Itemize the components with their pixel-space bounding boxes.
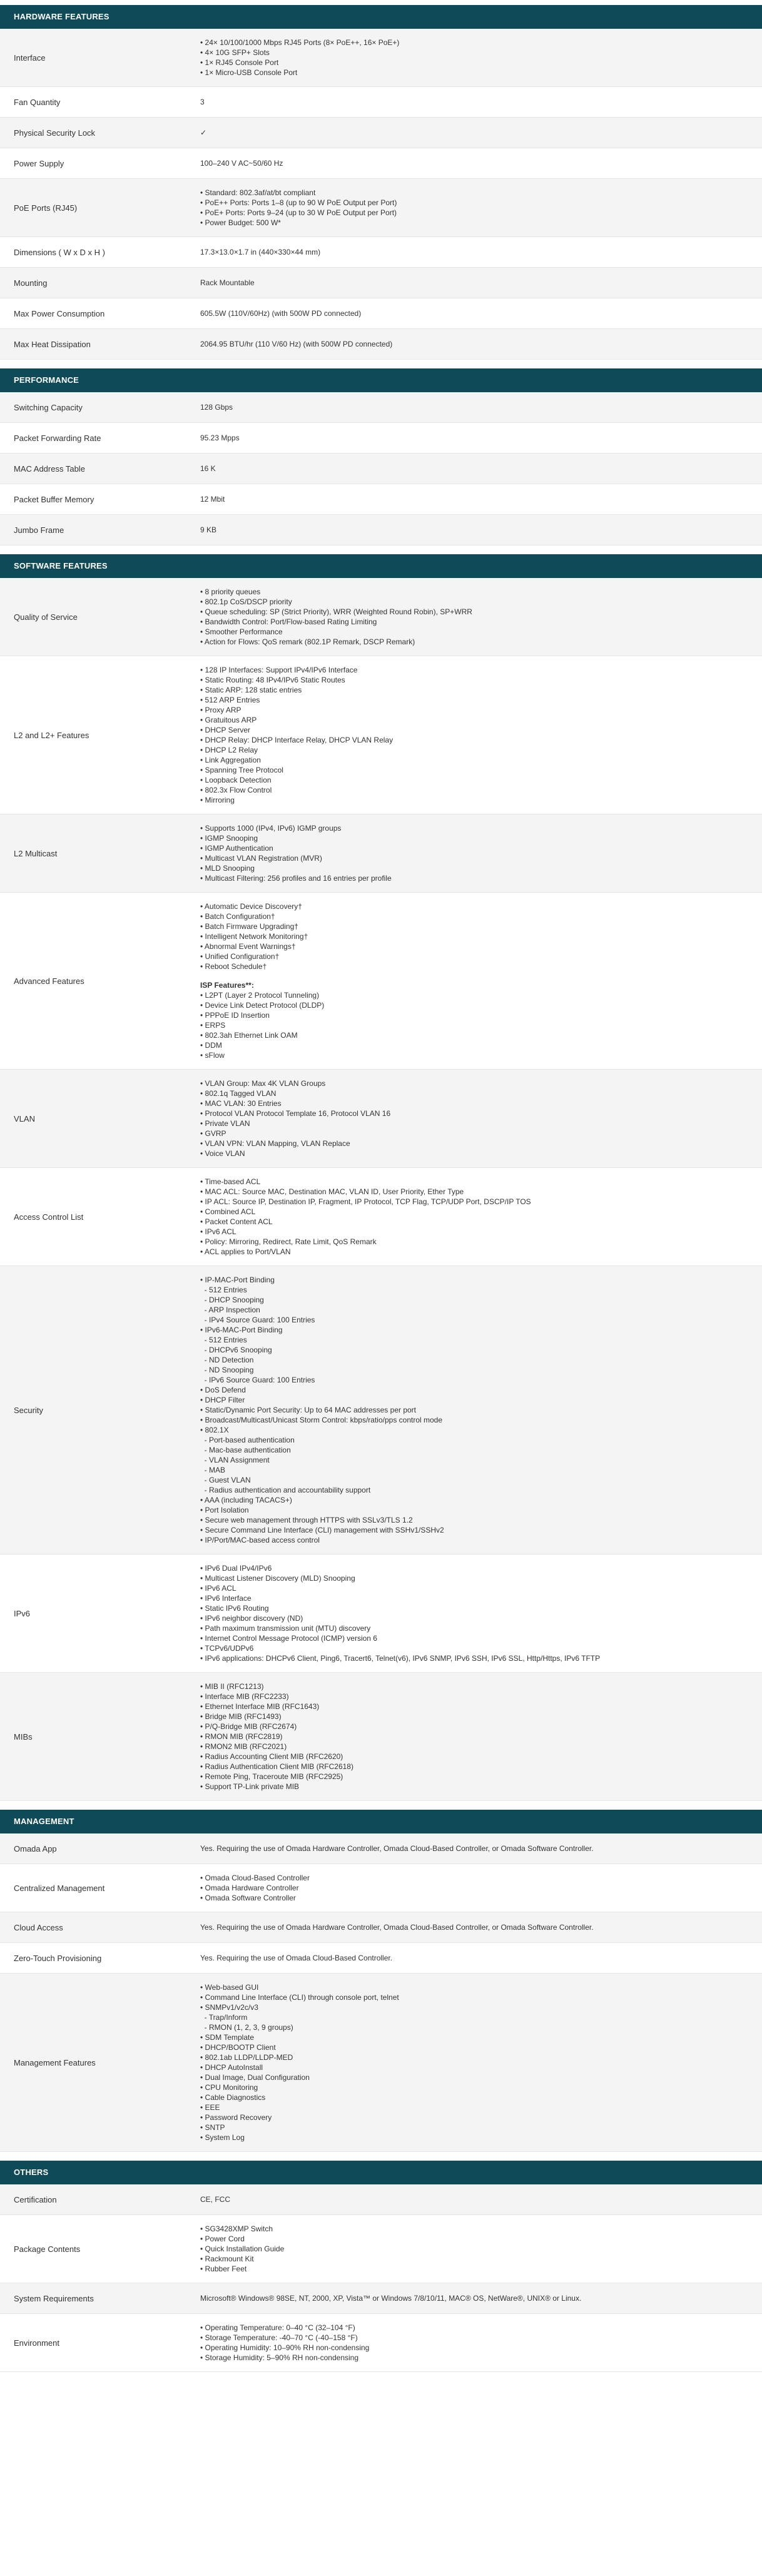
spec-value-line [200, 971, 748, 980]
spec-value-line: • IPv6 Interface [200, 1594, 251, 1603]
spec-value-line: • ACL applies to Port/VLAN [200, 1247, 291, 1256]
spec-value-line: Yes. Requiring the use of Omada Hardware Controller, Omada Cloud-Based Controller, or Omada Software Controller. [200, 1923, 594, 1932]
spec-label: Mounting [14, 278, 48, 288]
spec-section [0, 5, 762, 360]
spec-value [188, 179, 762, 236]
spec-value-line: - IPv6 Source Guard: 100 Entries [200, 1376, 315, 1384]
spec-row [0, 148, 762, 179]
spec-label: Management Features [14, 2057, 96, 2067]
spec-value-line: • Secure web management through HTTPS with SSLv3/TLS 1.2 [200, 1516, 413, 1524]
spec-label: Packet Buffer Memory [14, 494, 94, 504]
spec-value-line: • Storage Humidity: 5–90% RH non-condensing [200, 2353, 359, 2362]
spec-value-line: • Proxy ARP [200, 706, 241, 714]
spec-value-line: • 128 IP Interfaces: Support IPv4/IPv6 Interface [200, 666, 358, 674]
spec-value [188, 87, 762, 117]
spec-value-line: - Mac-base authentication [200, 1446, 291, 1454]
section-header: MANAGEMENT [0, 1810, 762, 1833]
spec-row [0, 298, 762, 329]
spec-value-line: ISP Features**: [200, 981, 254, 990]
spec-value-line: • P/Q-Bridge MIB (RFC2674) [200, 1722, 297, 1731]
spec-value-line: • Static Routing: 48 IPv4/IPv6 Static Routes [200, 676, 345, 684]
spec-row [0, 515, 762, 545]
spec-value-line: • IPv6 Dual IPv4/IPv6 [200, 1564, 272, 1573]
spec-value-line: • Policy: Mirroring, Redirect, Rate Limit, QoS Remark [200, 1237, 377, 1246]
spec-value-line: • Path maximum transmission unit (MTU) discovery [200, 1624, 371, 1633]
spec-value-line: 95.23 Mpps [200, 434, 240, 442]
spec-value-line: • Static IPv6 Routing [200, 1604, 269, 1613]
spec-value-line: 100–240 V AC~50/60 Hz [200, 159, 283, 168]
spec-section [0, 554, 762, 1801]
spec-value-line: • Protocol VLAN Protocol Template 16, Protocol VLAN 16 [200, 1109, 391, 1118]
spec-value-line: • Ethernet Interface MIB (RFC1643) [200, 1702, 320, 1711]
spec-value-line: • Command Line Interface (CLI) through console port, telnet [200, 1993, 399, 2002]
spec-value-line: - IPv4 Source Guard: 100 Entries [200, 1316, 315, 1324]
spec-value-line: • Dual Image, Dual Configuration [200, 2073, 310, 2082]
spec-value-line: • IPv6 applications: DHCPv6 Client, Ping6, Tracert6, Telnet(v6), IPv6 SNMP, IPv6 SSH, IPv6 SSL, Http/Https, IPv6 TFTP [200, 1654, 601, 1663]
spec-value-line: Rack Mountable [200, 278, 255, 287]
spec-value-line: • Smoother Performance [200, 627, 283, 636]
spec-value-line: • Mirroring [200, 796, 235, 804]
spec-label: PoE Ports (RJ45) [14, 203, 78, 213]
spec-value [188, 1266, 762, 1554]
spec-value-line: • RMON2 MIB (RFC2021) [200, 1742, 287, 1751]
spec-value-line: - DHCP Snooping [200, 1296, 264, 1304]
spec-value-line: • Radius Accounting Client MIB (RFC2620) [200, 1752, 343, 1761]
spec-label: Fan Quantity [14, 97, 61, 107]
spec-row [0, 87, 762, 118]
spec-value-line: Microsoft® Windows® 98SE, NT, 2000, XP, Vista™ or Windows 7/8/10/11, MAC® OS, NetWare®, UNIX® or Linux. [200, 2294, 582, 2303]
spec-value-line: • DoS Defend [200, 1386, 246, 1394]
spec-value-line: • PoE++ Ports: Ports 1–8 (up to 90 W PoE Output per Port) [200, 198, 397, 207]
spec-value-line: • MLD Snooping [200, 864, 255, 873]
spec-value-line: • 802.1p CoS/DSCP priority [200, 597, 292, 606]
spec-row [0, 118, 762, 148]
spec-row [0, 1864, 762, 1912]
spec-value [188, 237, 762, 267]
spec-value [188, 268, 762, 298]
spec-value [188, 1833, 762, 1864]
spec-value-line: • L2PT (Layer 2 Protocol Tunneling) [200, 991, 320, 1000]
spec-value [188, 656, 762, 814]
spec-value [188, 578, 762, 656]
spec-value-line: • Port Isolation [200, 1506, 249, 1514]
spec-value [188, 1912, 762, 1942]
section-header: OTHERS [0, 2161, 762, 2184]
spec-value-line: - DHCPv6 Snooping [200, 1346, 272, 1354]
spec-value-line: • 24× 10/100/1000 Mbps RJ45 Ports (8× PoE++, 16× PoE+) [200, 38, 400, 47]
spec-value-line: • Intelligent Network Monitoring† [200, 932, 308, 941]
spec-section [0, 368, 762, 545]
spec-value-line: • Unified Configuration† [200, 952, 280, 961]
spec-value-line: • 802.3x Flow Control [200, 786, 272, 794]
spec-value-line: 605.5W (110V/60Hz) (with 500W PD connected) [200, 309, 362, 318]
spec-value [188, 2215, 762, 2283]
spec-label: L2 and L2+ Features [14, 730, 89, 740]
spec-value [188, 1554, 762, 1672]
spec-value-line: - Radius authentication and accountability support [200, 1486, 371, 1494]
spec-value-line: • Power Budget: 500 W* [200, 218, 281, 227]
spec-value-line: • Rubber Feet [200, 2264, 247, 2273]
spec-value-line: • Bandwidth Control: Port/Flow-based Rating Limiting [200, 617, 377, 626]
spec-value [188, 1168, 762, 1265]
spec-value [188, 2184, 762, 2214]
spec-label: Certification [14, 2194, 57, 2204]
spec-label: Centralized Management [14, 1883, 105, 1893]
spec-value-line: • Link Aggregation [200, 756, 261, 764]
spec-value-line: • Bridge MIB (RFC1493) [200, 1712, 282, 1721]
spec-value [188, 118, 762, 148]
spec-row [0, 578, 762, 656]
spec-value-line: - MAB [200, 1466, 226, 1474]
spec-value-line: • SNTP [200, 2123, 225, 2132]
spec-label: Jumbo Frame [14, 525, 64, 535]
spec-value [188, 148, 762, 178]
spec-row [0, 392, 762, 423]
spec-value-line: • Packet Content ACL [200, 1217, 273, 1226]
spec-section [0, 1810, 762, 2152]
spec-row [0, 1974, 762, 2152]
spec-value-line: • Remote Ping, Traceroute MIB (RFC2925) [200, 1772, 343, 1781]
spec-value-line: • Radius Authentication Client MIB (RFC2618) [200, 1762, 353, 1771]
spec-label: Max Power Consumption [14, 308, 105, 318]
spec-row [0, 2184, 762, 2215]
spec-value-line: • Device Link Detect Protocol (DLDP) [200, 1001, 325, 1010]
spec-value-line: - VLAN Assignment [200, 1456, 270, 1464]
spec-row [0, 2283, 762, 2314]
spec-section [0, 2161, 762, 2372]
spec-value-line: • IP/Port/MAC-based access control [200, 1536, 320, 1544]
spec-value-line: • Loopback Detection [200, 776, 272, 784]
spec-value [188, 454, 762, 484]
spec-row [0, 423, 762, 454]
spec-label: Power Supply [14, 158, 64, 168]
spec-value-line: • VLAN VPN: VLAN Mapping, VLAN Replace [200, 1139, 350, 1148]
spec-label: Omada App [14, 1843, 57, 1853]
spec-value-line: • 1× RJ45 Console Port [200, 58, 279, 67]
section-header: PERFORMANCE [0, 368, 762, 392]
spec-value-line: • Static/Dynamic Port Security: Up to 64 MAC addresses per port [200, 1406, 416, 1414]
spec-value-line: 3 [200, 98, 205, 106]
spec-value-line: 9 KB [200, 525, 217, 534]
spec-value-line: • PPPoE ID Insertion [200, 1011, 270, 1020]
spec-value-line: - ND Detection [200, 1356, 254, 1364]
spec-row [0, 237, 762, 268]
spec-value-line: • Batch Firmware Upgrading† [200, 922, 298, 931]
spec-value-line: • Reboot Schedule† [200, 962, 267, 971]
spec-value-line: • 802.1X [200, 1426, 229, 1434]
spec-label: Dimensions ( W x D x H ) [14, 247, 105, 257]
spec-label: Physical Security Lock [14, 128, 96, 138]
spec-value-line: • MIB II (RFC1213) [200, 1682, 264, 1691]
spec-value-line: • PoE+ Ports: Ports 9–24 (up to 30 W PoE Output per Port) [200, 208, 397, 217]
spec-label: Zero-Touch Provisioning [14, 1953, 102, 1963]
spec-value-line: ✓ [200, 128, 207, 137]
spec-row [0, 2215, 762, 2283]
spec-value-line: • Automatic Device Discovery† [200, 902, 302, 911]
spec-label: Access Control List [14, 1212, 84, 1222]
spec-value-line: • Spanning Tree Protocol [200, 766, 283, 774]
spec-value-line: • 4× 10G SFP+ Slots [200, 48, 270, 57]
spec-label: Quality of Service [14, 612, 78, 622]
spec-row [0, 179, 762, 237]
spec-row [0, 1912, 762, 1943]
spec-value-line: CE, FCC [200, 2195, 230, 2204]
spec-label: Environment [14, 2338, 59, 2348]
spec-value-line: • Power Cord [200, 2234, 245, 2243]
spec-value [188, 29, 762, 86]
spec-label: Interface [14, 53, 46, 63]
spec-value-line: • CPU Monitoring [200, 2083, 258, 2092]
spec-value-line: • Queue scheduling: SP (Strict Priority), WRR (Weighted Round Robin), SP+WRR [200, 607, 472, 616]
spec-value-line: • DHCP Server [200, 726, 250, 734]
spec-value-line: • 8 priority queues [200, 587, 261, 596]
spec-value-line: • Multicast Filtering: 256 profiles and 16 entries per profile [200, 874, 392, 883]
spec-value-line: • Combined ACL [200, 1207, 256, 1216]
spec-value-line: • Password Recovery [200, 2113, 272, 2122]
spec-row [0, 1554, 762, 1673]
spec-row [0, 454, 762, 484]
spec-value-line: - 512 Entries [200, 1285, 247, 1294]
spec-row [0, 1833, 762, 1864]
spec-value-line: • DHCP Relay: DHCP Interface Relay, DHCP VLAN Relay [200, 736, 394, 744]
spec-value [188, 423, 762, 453]
spec-value [188, 329, 762, 359]
spec-label: Max Heat Dissipation [14, 339, 91, 349]
spec-value-line: • DHCP Filter [200, 1396, 245, 1404]
spec-label: L2 Multicast [14, 848, 58, 858]
spec-value-line: • 512 ARP Entries [200, 696, 260, 704]
spec-value-line: 128 Gbps [200, 403, 233, 412]
spec-label: Cloud Access [14, 1922, 63, 1932]
section-header: HARDWARE FEATURES [0, 5, 762, 29]
spec-value-line: • sFlow [200, 1051, 225, 1060]
spec-label: IPv6 [14, 1608, 31, 1618]
spec-value-line: - RMON (1, 2, 3, 9 groups) [200, 2023, 293, 2032]
spec-label: MIBs [14, 1732, 33, 1742]
spec-label: VLAN [14, 1113, 35, 1123]
spec-value-line: • RMON MIB (RFC2819) [200, 1732, 283, 1741]
spec-value [188, 515, 762, 545]
spec-value [188, 484, 762, 514]
spec-value-line: • IPv6 ACL [200, 1227, 236, 1236]
spec-value-line: • Operating Temperature: 0–40 °C (32–104 °F) [200, 2323, 355, 2332]
spec-value-line: • TCPv6/UDPv6 [200, 1644, 254, 1653]
spec-row [0, 814, 762, 893]
spec-value-line: • 1× Micro-USB Console Port [200, 68, 298, 77]
spec-value-line: • Multicast VLAN Registration (MVR) [200, 854, 322, 863]
spec-row [0, 329, 762, 360]
spec-label: MAC Address Table [14, 464, 85, 474]
spec-value-line: • ERPS [200, 1021, 226, 1030]
spec-value-line: • IPv6-MAC-Port Binding [200, 1326, 283, 1334]
spec-value-line: - ND Snooping [200, 1366, 254, 1374]
spec-row [0, 1673, 762, 1801]
spec-value-line: • Support TP-Link private MIB [200, 1782, 300, 1791]
spec-value-line: • Private VLAN [200, 1119, 250, 1128]
spec-value-line: • Abnormal Event Warnings† [200, 942, 296, 951]
spec-value [188, 1864, 762, 1912]
spec-label: Packet Forwarding Rate [14, 433, 101, 443]
spec-value-line: • Batch Configuration† [200, 912, 275, 921]
spec-value-line: • Interface MIB (RFC2233) [200, 1692, 289, 1701]
spec-value-line: • Standard: 802.3af/at/bt compliant [200, 188, 316, 197]
spec-value-line: 16 K [200, 464, 216, 473]
spec-value [188, 392, 762, 422]
spec-value [188, 298, 762, 328]
spec-value-line: • Secure Command Line Interface (CLI) management with SSHv1/SSHv2 [200, 1526, 444, 1534]
spec-value-line: 12 Mbit [200, 495, 225, 504]
spec-value-line: Yes. Requiring the use of Omada Cloud-Based Controller. [200, 1954, 393, 1962]
spec-value-line: • IGMP Authentication [200, 844, 273, 853]
spec-value-line: • Static ARP: 128 static entries [200, 686, 302, 694]
spec-value-line: • Internet Control Message Protocol (ICMP) version 6 [200, 1634, 377, 1643]
spec-row [0, 1168, 762, 1266]
spec-value-line: • Rackmount Kit [200, 2254, 254, 2263]
spec-value-line: • IGMP Snooping [200, 834, 258, 843]
spec-value-line: • IPv6 ACL [200, 1584, 236, 1593]
spec-row [0, 29, 762, 87]
spec-value-line: • System Log [200, 2133, 245, 2142]
spec-value-line: Yes. Requiring the use of Omada Hardware Controller, Omada Cloud-Based Controller, or Omada Software Controller. [200, 1844, 594, 1853]
spec-value-line: • MAC VLAN: 30 Entries [200, 1099, 282, 1108]
spec-value [188, 1070, 762, 1167]
spec-value-line: - Trap/Inform [200, 2013, 248, 2022]
spec-value-line: • Multicast Listener Discovery (MLD) Snooping [200, 1574, 355, 1583]
spec-value-line: • Cable Diagnostics [200, 2093, 266, 2102]
spec-value-line: • Broadcast/Multicast/Unicast Storm Control: kbps/ratio/pps control mode [200, 1416, 443, 1424]
spec-row [0, 484, 762, 515]
spec-value-line: 17.3×13.0×1.7 in (440×330×44 mm) [200, 248, 321, 256]
spec-value-line: • DHCP L2 Relay [200, 746, 258, 754]
spec-value-line: • Omada Hardware Controller [200, 1884, 299, 1892]
spec-value-line: - ARP Inspection [200, 1306, 260, 1314]
spec-value-line: - Port-based authentication [200, 1436, 295, 1444]
spec-value-line: • DHCP AutoInstall [200, 2063, 263, 2072]
spec-label: System Requirements [14, 2293, 94, 2303]
spec-value-line: • Time-based ACL [200, 1177, 261, 1186]
spec-value [188, 814, 762, 892]
spec-value [188, 1974, 762, 2151]
spec-value-line: • Omada Cloud-Based Controller [200, 1874, 310, 1882]
spec-value-line: • 802.3ah Ethernet Link OAM [200, 1031, 298, 1040]
spec-label: Package Contents [14, 2244, 81, 2254]
spec-value-line: • SG3428XMP Switch [200, 2224, 273, 2233]
spec-value-line: • 802.1ab LLDP/LLDP-MED [200, 2053, 293, 2062]
spec-value-line: 2064.95 BTU/hr (110 V/60 Hz) (with 500W PD connected) [200, 340, 393, 348]
spec-value-line: • Web-based GUI [200, 1983, 259, 1992]
spec-label: Security [14, 1405, 43, 1415]
spec-value-line: • Operating Humidity: 10–90% RH non-condensing [200, 2343, 370, 2352]
spec-value-line: • EEE [200, 2103, 220, 2112]
spec-value-line: • IP ACL: Source IP, Destination IP, Fragment, IP Protocol, TCP Flag, TCP/UDP Port, DSCP/IP TOS [200, 1197, 531, 1206]
spec-label: Advanced Features [14, 976, 84, 986]
spec-value-line: • DHCP/BOOTP Client [200, 2043, 276, 2052]
spec-value [188, 1673, 762, 1800]
spec-value-line: • SDM Template [200, 2033, 255, 2042]
spec-row [0, 1266, 762, 1554]
spec-value-line: • DDM [200, 1041, 222, 1050]
spec-value-line: • MAC ACL: Source MAC, Destination MAC, VLAN ID, User Priority, Ether Type [200, 1187, 464, 1196]
spec-value [188, 1943, 762, 1973]
spec-value-line: • Storage Temperature: -40–70 °C (-40–158 °F) [200, 2333, 358, 2342]
spec-label: Switching Capacity [14, 402, 83, 412]
spec-value-line: • SNMPv1/v2c/v3 [200, 2003, 258, 2012]
spec-row [0, 893, 762, 1070]
spec-value-line: • Omada Software Controller [200, 1894, 296, 1902]
spec-value-line: • GVRP [200, 1129, 226, 1138]
spec-row [0, 2314, 762, 2372]
spec-row [0, 1943, 762, 1974]
spec-value-line: • Action for Flows: QoS remark (802.1P Remark, DSCP Remark) [200, 637, 415, 646]
spec-value-line: • IP-MAC-Port Binding [200, 1275, 275, 1284]
section-header: SOFTWARE FEATURES [0, 554, 762, 578]
spec-value-line: • IPv6 neighbor discovery (ND) [200, 1614, 303, 1623]
spec-value-line: • Gratuitous ARP [200, 716, 257, 724]
spec-value-line: - Guest VLAN [200, 1476, 251, 1484]
spec-value [188, 2314, 762, 2371]
spec-row [0, 268, 762, 298]
spec-value-line: • Voice VLAN [200, 1149, 245, 1158]
spec-value-line: • Supports 1000 (IPv4, IPv6) IGMP groups [200, 824, 342, 833]
spec-value [188, 893, 762, 1069]
spec-row [0, 1070, 762, 1168]
spec-value-line: • AAA (including TACACS+) [200, 1496, 292, 1504]
spec-value-line: • Quick Installation Guide [200, 2244, 285, 2253]
spec-value [188, 2283, 762, 2313]
spec-value-line: - 512 Entries [200, 1336, 247, 1344]
spec-row [0, 656, 762, 814]
spec-value-line: • VLAN Group: Max 4K VLAN Groups [200, 1079, 326, 1088]
spec-value-line: • 802.1q Tagged VLAN [200, 1089, 277, 1098]
